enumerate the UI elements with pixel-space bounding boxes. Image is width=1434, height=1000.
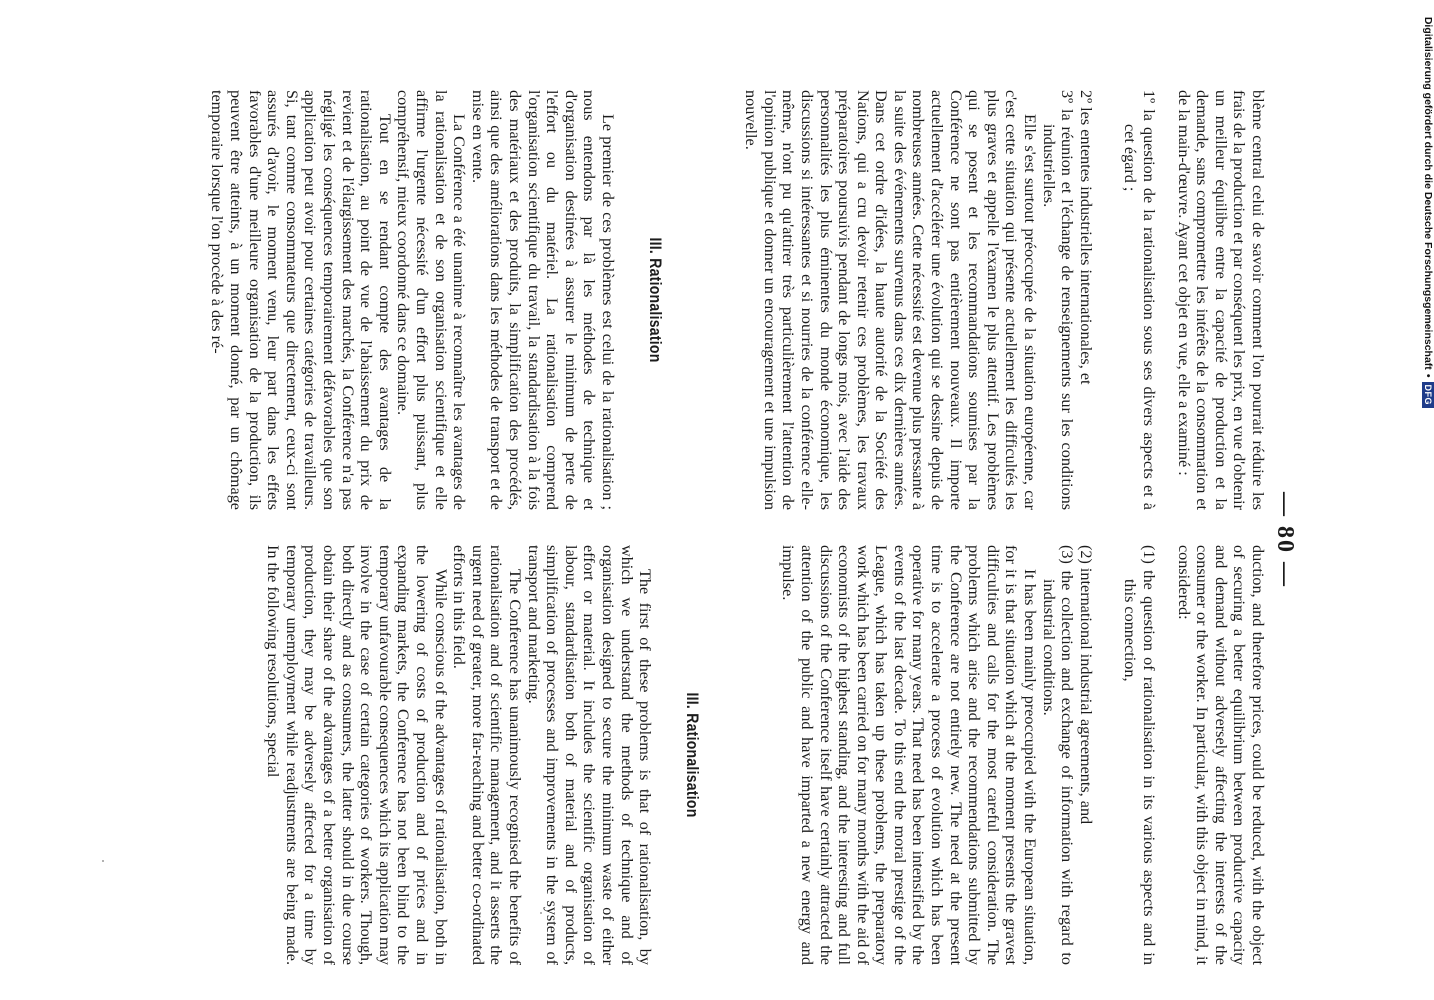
french-paragraph-2: Elle s'est surtout préoccupée de la situation européenne, car c'est cette situation qui présente actuellement les difficultés les plus graves et appelle l'examen le plus attentif. Les problèmes qui se posent et les recommandations soumises par la Conférence ne sont pas entièrement nouveaux. Il importe actuellement d'accélérer une évolution qui se dessine depuis de nombreuses années. Cette nécessité est devenue plus pressante à la suite des événements survenus dans ces dix dernières années. Dans cet ordre d'idées, la haute autorité de la Société des Nations, qui a cru devoir retenir ces problèmes, les travaux préparatoires poursuivis pendant de longs mois, avec l'aide des personnalités les plus éminentes du monde économique, les discussions si intéressantes et si nourries de la conférence elle-même, n'ont pu qu'attirer très particulièrement l'attention de l'opinion publique et donner un encouragement et une impulsion nouvelle. — [742, 90, 1040, 510]
english-paragraph-3: The first of these problems is that of rationalisation, by which we understand the methods of technique and of organisation designed to secure the minimum waste of either effort or material. It includes the scientific organisation of labour, standardisation both of material and of products, simplification of processes and improvements in the system of transport and marketing. — [524, 545, 655, 965]
english-column — [264, 545, 1267, 965]
digitization-credit: Digitalisierung gefördert durch die Deutsche Forschungsgemeinschaft • DFG — [1418, 8, 1434, 408]
french-paragraph-5: Tout en se rendant compte des avantages de la rationalisation, au point de vue de l'abaissement du prix de revient et de l'élargissement des marchés, la Conférence n'a pas négligé les conséquences temporairement défavorables que son application peut avoir pour certaines catégories de travailleurs. Si, tant comme consommateurs que directement, ceux-ci sont assurés d'avoir, le moment venu, leur part dans les effets favorables d'une meilleure organisation de la production, ils peuvent être atteints, à un moment donné, par un chômage temporaire lorsque l'on procède à des ré- — [208, 90, 394, 510]
french-list-item-3: 3º la réunion et l'échange de renseignements sur les conditions industrielles. — [1039, 90, 1077, 510]
english-paragraph-2: It has been mainly preoccupied with the European situation, for it is that situation which at the moment presents the gravest difficulties and calls for the most careful consideration. The problems which arise and the recommendations submitted by the Conference are not entirely new. The need at the present time is to accelerate a process of evolution which has been operative for many years. That need has been intensified by the events of the last decade. To this end the moral prestige of the League, which has taken up these problems, the preparatory work which has been carried on for many months with the aid of economists of the highest standing, and the interesting and full discussions of the Conference itself have certainly attracted the attention of the public and have imparted a new energy and impulse. — [779, 545, 1040, 965]
scan-speck — [540, 912, 542, 914]
rotated-document-page — [125, 90, 1305, 990]
french-section-title: III. Rationalisation — [645, 237, 664, 363]
french-column — [208, 90, 1267, 510]
french-paragraph-4: La Conférence a été unanime à reconnaître les avantages de la rationalisation et de son organisation scientifique et elle affirme l'urgente nécessité d'un effort plus puissant, plus compréhensif, mieux coordonné dans ce domaine. — [394, 90, 469, 510]
english-list-item-2: (2) international industrial agreements, and — [1076, 545, 1095, 825]
french-paragraph-1: blème central celui de savoir comment l'on pourrait réduire les frais de la production et par conséquent les prix, en vue d'obtenir un meilleur équilibre entre la capacité de production et la demande, sans compromettre les intérêts de la consommation et de la main-d'œuvre. Ayant cet objet en vue, elle a examiné : — [1174, 90, 1267, 510]
english-list-item-1: (1) the question of rationalisation in its various aspects and in this connection, — [1121, 545, 1159, 965]
dfg-logo-badge: DFG — [1422, 382, 1434, 409]
english-section-title: III. Rationalisation — [682, 692, 701, 818]
scan-speck — [102, 860, 104, 862]
credit-text: Digitalisierung gefördert durch die Deutsche Forschungsgemeinschaft — [1422, 16, 1434, 370]
english-paragraph-1: duction, and therefore prices, could be reduced, with the object of securing a better equilibrium between productive capacity and demand without adversely affecting the interests of the consumer or the worker. In particular, with this object in mind, it considered: — [1174, 545, 1267, 965]
english-list-item-3: (3) the collection and exchange of information with regard to industrial conditions. — [1039, 545, 1077, 965]
french-list-item-1: 1º la question de la rationalisation sous ses divers aspects et à cet égard ; — [1121, 90, 1159, 510]
page-number: — 80 — — [1272, 492, 1298, 588]
english-paragraph-5: While conscious of the advantages of rationalisation, both in the lowering of costs of production and of prices and in expanding markets, the Conference has not been blind to the temporary unfavourable consequences which its application may involve in the case of certain categories of workers. Though, both directly and as consumers, the latter should in due course obtain their share of the advantages of a better organisation of production, they may be adversely affected for a time by temporary unemployment while readjustments are being made. In the following resolutions, special — [264, 545, 450, 965]
french-list-item-2: 2º les ententes industrielles internationales, et — [1076, 90, 1095, 385]
english-paragraph-4: The Conference has unanimously recognised the benefits of rationalisation and of scientific management, and it asserts the urgent need of greater, more far-reaching and better co-ordinated efforts in this field. — [450, 545, 524, 965]
french-paragraph-3: Le premier de ces problèmes est celui de la rationalisation ; nous entendons par là les méthodes de technique et d'organisation destinées à assurer le minimum de perte de l'effort ou du matériel. La rationalisation comprend l'organisation scientifique du travail, la standardisation à la fois des matériaux et des produits, la simplification des procédés, ainsi que des améliorations dans les méthodes de transport et de mise en vente. — [468, 90, 617, 510]
